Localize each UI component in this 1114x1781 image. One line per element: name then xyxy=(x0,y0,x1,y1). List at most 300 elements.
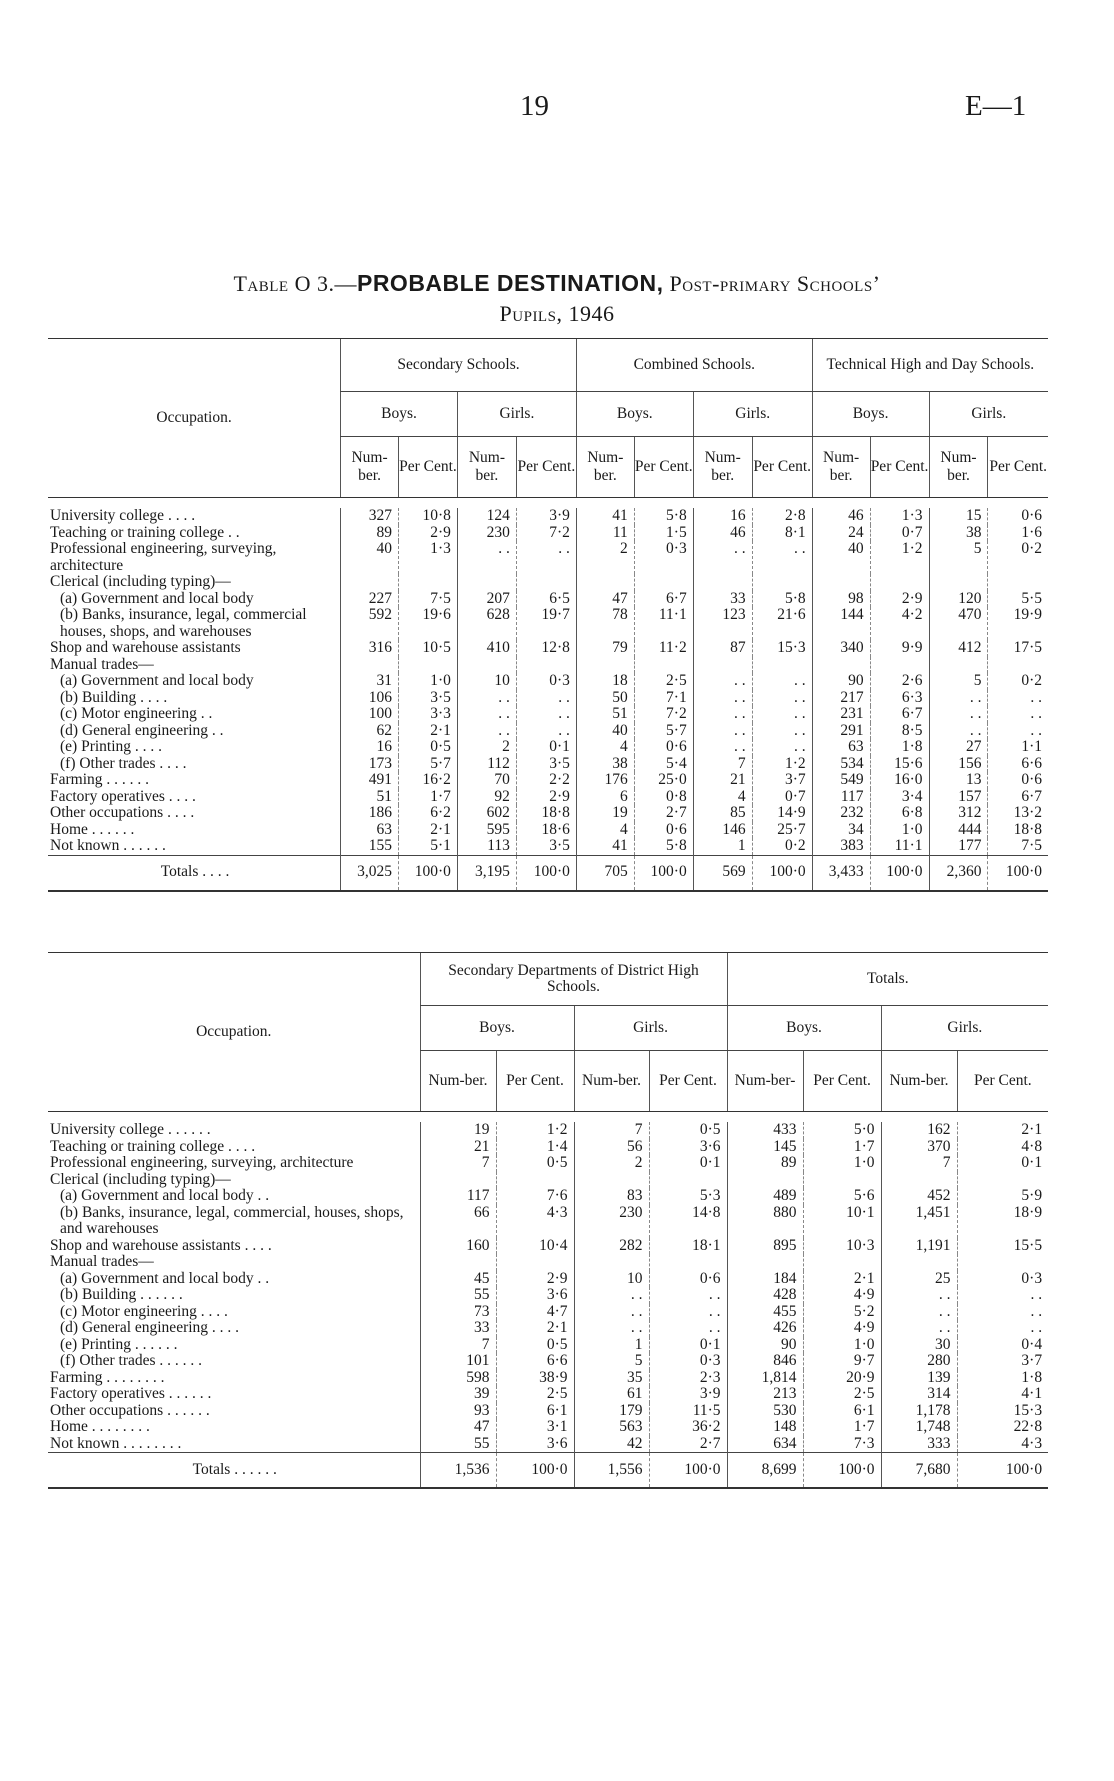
boys-header: Boys. xyxy=(727,1006,881,1051)
percent-cell: 19·9 xyxy=(988,607,1048,640)
percent-cell: 2·9 xyxy=(496,1271,574,1288)
number-cell: 21 xyxy=(693,772,752,789)
percent-cell: 1·1 xyxy=(988,739,1048,756)
table-row xyxy=(48,1155,1048,1172)
table-row xyxy=(48,541,1048,574)
number-cell: 184 xyxy=(727,1271,803,1288)
percent-cell: 3·7 xyxy=(752,772,812,789)
percent-cell: 12·8 xyxy=(516,640,576,657)
number-cell: 444 xyxy=(929,822,988,839)
percent-header: Per Cent. xyxy=(496,1051,574,1112)
percent-cell: . . xyxy=(752,723,812,740)
percent-cell: 7·5 xyxy=(988,838,1048,855)
total-number-cell: 1,556 xyxy=(574,1453,649,1489)
percent-cell: 5·4 xyxy=(634,756,693,773)
percent-cell: 5·7 xyxy=(399,756,458,773)
number-cell: . . xyxy=(693,739,752,756)
number-cell: 83 xyxy=(574,1188,649,1205)
percent-cell: 3·9 xyxy=(649,1386,727,1403)
number-cell: 1 xyxy=(693,838,752,855)
percent-cell: 25·7 xyxy=(752,822,812,839)
number-cell: 30 xyxy=(881,1337,957,1354)
percent-cell: 2·2 xyxy=(516,772,576,789)
number-cell: . . xyxy=(693,723,752,740)
number-cell: 79 xyxy=(576,640,634,657)
percent-header: Per Cent. xyxy=(649,1051,727,1112)
percent-cell: 16·2 xyxy=(399,772,458,789)
row-label: (c) Motor engineering . . . . xyxy=(60,1302,228,1320)
percent-cell: 15·5 xyxy=(957,1238,1048,1255)
number-cell xyxy=(420,1254,496,1271)
number-cell: 410 xyxy=(457,640,516,657)
percent-cell: 6·5 xyxy=(516,591,576,608)
percent-cell: 36·2 xyxy=(649,1419,727,1436)
number-cell: 89 xyxy=(341,525,399,542)
percent-cell: 3·1 xyxy=(496,1419,574,1436)
number-cell: 38 xyxy=(576,756,634,773)
table-row xyxy=(48,1122,1048,1139)
number-header: Num-ber. xyxy=(929,437,988,498)
number-cell: 19 xyxy=(576,805,634,822)
number-header: Num-ber. xyxy=(574,1051,649,1112)
percent-cell xyxy=(870,657,929,674)
number-cell xyxy=(576,574,634,591)
percent-cell: 3·6 xyxy=(649,1139,727,1156)
table-title xyxy=(0,268,1114,329)
percent-cell xyxy=(957,1172,1048,1189)
number-cell: 55 xyxy=(420,1436,496,1453)
group-header: Secondary Schools. xyxy=(341,339,577,392)
row-label: Not known . . . . . . xyxy=(50,837,166,854)
percent-cell: 4·7 xyxy=(496,1304,574,1321)
number-cell xyxy=(929,574,988,591)
percent-header: Per Cent. xyxy=(634,437,693,498)
percent-header: Per Cent. xyxy=(870,437,929,498)
percent-cell: 2·1 xyxy=(803,1271,881,1288)
number-cell: 433 xyxy=(727,1122,803,1139)
table-row xyxy=(48,640,1048,657)
number-cell: 592 xyxy=(341,607,399,640)
title-prefix: Table O 3.— xyxy=(233,271,357,296)
percent-cell xyxy=(649,1172,727,1189)
page-reference: E—1 xyxy=(965,90,1027,122)
table-row xyxy=(48,789,1048,806)
number-cell: 41 xyxy=(576,508,634,525)
number-cell: . . xyxy=(881,1320,957,1337)
number-cell: . . xyxy=(929,690,988,707)
row-label: Professional engineering, surveying, architecture xyxy=(50,540,277,574)
number-cell: 33 xyxy=(420,1320,496,1337)
number-cell: 595 xyxy=(457,822,516,839)
percent-header: Per Cent. xyxy=(516,437,576,498)
number-header: Num-ber. xyxy=(341,437,399,498)
number-cell: 45 xyxy=(420,1271,496,1288)
number-cell: 10 xyxy=(574,1271,649,1288)
row-label: (b) Banks, insurance, legal, commercial houses, shops, and warehouses xyxy=(60,606,307,640)
title-rest: Post-primary Schools’ xyxy=(663,271,881,296)
table-row xyxy=(48,1172,1048,1189)
number-cell: 63 xyxy=(812,739,870,756)
percent-cell: 7·3 xyxy=(803,1436,881,1453)
percent-cell: . . xyxy=(752,541,812,574)
number-cell: 160 xyxy=(420,1238,496,1255)
total-number-cell: 3,433 xyxy=(812,855,870,891)
number-cell xyxy=(576,657,634,674)
percent-cell: 0·7 xyxy=(870,525,929,542)
table-row xyxy=(48,508,1048,525)
destination-table-2 xyxy=(48,952,1048,1489)
table-row xyxy=(48,805,1048,822)
percent-cell: 5·0 xyxy=(803,1122,881,1139)
number-cell: 47 xyxy=(576,591,634,608)
percent-cell: 1·0 xyxy=(399,673,458,690)
percent-cell xyxy=(634,574,693,591)
number-cell: 470 xyxy=(929,607,988,640)
percent-cell: 2·7 xyxy=(649,1436,727,1453)
percent-cell xyxy=(496,1254,574,1271)
row-label: Clerical (including typing)— xyxy=(50,573,231,590)
percent-cell: 6·2 xyxy=(399,805,458,822)
percent-header: Per Cent. xyxy=(957,1051,1048,1112)
number-cell: 7 xyxy=(693,756,752,773)
number-cell: 106 xyxy=(341,690,399,707)
percent-cell: 0·3 xyxy=(516,673,576,690)
row-label: Farming . . . . . . . . xyxy=(50,1368,165,1386)
boys-header: Boys. xyxy=(812,392,929,437)
percent-cell: 0·3 xyxy=(957,1271,1048,1288)
percent-cell: 1·8 xyxy=(870,739,929,756)
number-cell: 7 xyxy=(881,1155,957,1172)
number-cell: 113 xyxy=(457,838,516,855)
number-cell: 291 xyxy=(812,723,870,740)
percent-cell xyxy=(803,1172,881,1189)
table-row xyxy=(48,1436,1048,1453)
row-label: (e) Printing . . . . xyxy=(60,738,163,755)
percent-cell: 18·6 xyxy=(516,822,576,839)
number-cell: 1,451 xyxy=(881,1205,957,1238)
number-cell: 207 xyxy=(457,591,516,608)
percent-cell: 3·7 xyxy=(957,1353,1048,1370)
total-number-cell: 3,025 xyxy=(341,855,399,891)
number-cell: 340 xyxy=(812,640,870,657)
number-cell: 61 xyxy=(574,1386,649,1403)
number-cell: 21 xyxy=(420,1139,496,1156)
table-row xyxy=(48,1419,1048,1436)
percent-cell xyxy=(634,657,693,674)
percent-cell: 10·5 xyxy=(399,640,458,657)
row-label: Teaching or training college . . . . xyxy=(50,1137,256,1155)
number-cell: 39 xyxy=(420,1386,496,1403)
percent-cell: 0·5 xyxy=(496,1337,574,1354)
table-row xyxy=(48,657,1048,674)
number-cell: 87 xyxy=(693,640,752,657)
title-line2: Pupils, 1946 xyxy=(499,301,615,326)
number-cell: 1 xyxy=(574,1337,649,1354)
totals-row xyxy=(48,1453,1048,1489)
total-number-cell: 569 xyxy=(693,855,752,891)
row-label: (a) Government and local body . . xyxy=(60,1187,270,1204)
number-cell xyxy=(574,1254,649,1271)
percent-cell: 0·2 xyxy=(752,838,812,855)
number-cell: 73 xyxy=(420,1304,496,1321)
number-cell: 31 xyxy=(341,673,399,690)
percent-cell: 22·8 xyxy=(957,1419,1048,1436)
row-label: University college . . . . . . xyxy=(50,1121,211,1138)
percent-cell: 15·3 xyxy=(957,1403,1048,1420)
number-cell: 1,191 xyxy=(881,1238,957,1255)
number-cell: 50 xyxy=(576,690,634,707)
table-row xyxy=(48,574,1048,591)
number-cell: . . xyxy=(574,1320,649,1337)
percent-cell: 20·9 xyxy=(803,1370,881,1387)
number-cell: 232 xyxy=(812,805,870,822)
number-cell: 13 xyxy=(929,772,988,789)
number-cell: . . xyxy=(457,690,516,707)
percent-cell: . . xyxy=(752,673,812,690)
number-cell: 880 xyxy=(727,1205,803,1238)
number-header: Num-ber. xyxy=(576,437,634,498)
total-number-cell: 705 xyxy=(576,855,634,891)
table-row xyxy=(48,1353,1048,1370)
title-bold: PROBABLE DESTINATION, xyxy=(356,270,664,296)
row-label: (b) Building . . . . . . xyxy=(60,1286,183,1303)
number-cell: 18 xyxy=(576,673,634,690)
percent-cell: 18·1 xyxy=(649,1238,727,1255)
percent-cell: 6·7 xyxy=(870,706,929,723)
row-label: Factory operatives . . . . xyxy=(50,787,196,805)
row-label: Teaching or training college . . xyxy=(50,523,240,541)
table-row xyxy=(48,607,1048,640)
percent-cell: 10·8 xyxy=(399,508,458,525)
table-row xyxy=(48,1386,1048,1403)
percent-cell: 2·9 xyxy=(399,525,458,542)
percent-cell: 6·7 xyxy=(634,591,693,608)
table-row xyxy=(48,1320,1048,1337)
number-cell: 455 xyxy=(727,1304,803,1321)
total-number-cell: 7,680 xyxy=(881,1453,957,1489)
percent-cell xyxy=(957,1254,1048,1271)
percent-cell: 1·8 xyxy=(957,1370,1048,1387)
table-row xyxy=(48,739,1048,756)
number-cell xyxy=(693,574,752,591)
number-cell: . . xyxy=(457,723,516,740)
percent-cell xyxy=(516,657,576,674)
table-row xyxy=(48,690,1048,707)
percent-cell: . . xyxy=(649,1287,727,1304)
total-percent-cell: 100·0 xyxy=(399,855,458,891)
number-cell: 117 xyxy=(420,1188,496,1205)
percent-cell xyxy=(988,657,1048,674)
percent-cell: . . xyxy=(988,706,1048,723)
number-cell: 117 xyxy=(812,789,870,806)
percent-cell: 2·1 xyxy=(496,1320,574,1337)
number-cell xyxy=(881,1172,957,1189)
number-cell: 7 xyxy=(420,1155,496,1172)
number-cell: 15 xyxy=(929,508,988,525)
number-cell: 370 xyxy=(881,1139,957,1156)
number-cell: 123 xyxy=(693,607,752,640)
percent-cell: 0·4 xyxy=(957,1337,1048,1354)
number-cell: 16 xyxy=(341,739,399,756)
percent-cell: 0·3 xyxy=(634,541,693,574)
percent-cell xyxy=(870,574,929,591)
percent-cell: 5·5 xyxy=(988,591,1048,608)
number-cell: 314 xyxy=(881,1386,957,1403)
percent-cell: 1·7 xyxy=(803,1139,881,1156)
row-label: Manual trades— xyxy=(50,1253,154,1270)
percent-cell: 0·6 xyxy=(634,739,693,756)
percent-cell: 5·8 xyxy=(634,508,693,525)
percent-cell xyxy=(752,657,812,674)
percent-cell: 2·8 xyxy=(752,508,812,525)
number-cell: 90 xyxy=(812,673,870,690)
number-cell: 316 xyxy=(341,640,399,657)
percent-cell: 2·1 xyxy=(957,1122,1048,1139)
number-cell: 145 xyxy=(727,1139,803,1156)
group-header: Totals. xyxy=(727,953,1048,1006)
percent-cell: 7·2 xyxy=(516,525,576,542)
table-row xyxy=(48,706,1048,723)
percent-cell: 3·5 xyxy=(516,838,576,855)
number-cell: 282 xyxy=(574,1238,649,1255)
number-cell: 46 xyxy=(693,525,752,542)
percent-cell: 1·4 xyxy=(496,1139,574,1156)
percent-cell: 3·5 xyxy=(399,690,458,707)
percent-cell: 8·5 xyxy=(870,723,929,740)
number-cell xyxy=(693,657,752,674)
number-header: Num-ber. xyxy=(420,1051,496,1112)
group-header: Combined Schools. xyxy=(576,339,812,392)
percent-cell: 0·1 xyxy=(957,1155,1048,1172)
table-row xyxy=(48,525,1048,542)
percent-cell: 38·9 xyxy=(496,1370,574,1387)
number-cell: 89 xyxy=(727,1155,803,1172)
row-label: (f) Other trades . . . . . . xyxy=(60,1352,203,1369)
percent-cell xyxy=(496,1172,574,1189)
percent-cell: 0·6 xyxy=(634,822,693,839)
percent-cell: 9·7 xyxy=(803,1353,881,1370)
number-cell: 628 xyxy=(457,607,516,640)
number-cell: 602 xyxy=(457,805,516,822)
percent-cell: 4·8 xyxy=(957,1139,1048,1156)
total-percent-cell: 100·0 xyxy=(649,1453,727,1489)
percent-cell: 0·5 xyxy=(649,1122,727,1139)
percent-cell: 11·5 xyxy=(649,1403,727,1420)
number-cell: 19 xyxy=(420,1122,496,1139)
percent-cell: 1·0 xyxy=(803,1337,881,1354)
number-cell: 1,748 xyxy=(881,1419,957,1436)
number-cell: 62 xyxy=(341,723,399,740)
row-label: (b) Banks, insurance, legal, commercial, houses, shops, and warehouses xyxy=(60,1203,404,1237)
table-row xyxy=(48,1238,1048,1255)
percent-header: Per Cent. xyxy=(752,437,812,498)
number-cell: 186 xyxy=(341,805,399,822)
percent-cell: . . xyxy=(649,1304,727,1321)
percent-header: Per Cent. xyxy=(803,1051,881,1112)
percent-cell: 1·6 xyxy=(988,525,1048,542)
table-row xyxy=(48,1139,1048,1156)
percent-cell: 1·5 xyxy=(634,525,693,542)
percent-cell: 15·6 xyxy=(870,756,929,773)
row-label: University college . . . . xyxy=(50,507,196,524)
percent-cell: 17·5 xyxy=(988,640,1048,657)
percent-cell: 0·6 xyxy=(988,772,1048,789)
number-cell xyxy=(420,1172,496,1189)
number-cell: . . xyxy=(693,706,752,723)
number-cell: 231 xyxy=(812,706,870,723)
number-cell: 40 xyxy=(341,541,399,574)
number-cell: 491 xyxy=(341,772,399,789)
total-percent-cell: 100·0 xyxy=(870,855,929,891)
percent-cell: 11·1 xyxy=(870,838,929,855)
percent-cell: 5·3 xyxy=(649,1188,727,1205)
percent-cell: 14·8 xyxy=(649,1205,727,1238)
number-cell: 27 xyxy=(929,739,988,756)
percent-cell xyxy=(516,574,576,591)
row-label: Other occupations . . . . . . xyxy=(50,1401,210,1419)
page-number: 19 xyxy=(520,90,549,122)
percent-cell: 0·2 xyxy=(988,673,1048,690)
number-cell: 333 xyxy=(881,1436,957,1453)
number-cell: 92 xyxy=(457,789,516,806)
number-cell: 55 xyxy=(420,1287,496,1304)
number-cell: . . xyxy=(574,1304,649,1321)
number-cell: 93 xyxy=(420,1403,496,1420)
row-label: (e) Printing . . . . . . xyxy=(60,1335,178,1353)
number-cell: 4 xyxy=(576,739,634,756)
percent-cell: . . xyxy=(957,1287,1048,1304)
number-cell: 112 xyxy=(457,756,516,773)
percent-cell: 4·1 xyxy=(957,1386,1048,1403)
percent-cell: 6·6 xyxy=(496,1353,574,1370)
row-label: (b) Building . . . . xyxy=(60,688,168,706)
number-cell: 5 xyxy=(929,541,988,574)
number-cell: 426 xyxy=(727,1320,803,1337)
row-label: Clerical (including typing)— xyxy=(50,1170,231,1188)
number-cell xyxy=(812,574,870,591)
totals-label: Totals . . . . . . xyxy=(48,1453,420,1489)
percent-cell: 10·4 xyxy=(496,1238,574,1255)
table-row xyxy=(48,591,1048,608)
percent-cell: . . xyxy=(516,723,576,740)
number-cell: 280 xyxy=(881,1353,957,1370)
number-cell: 63 xyxy=(341,822,399,839)
row-label: (a) Government and local body . . xyxy=(60,1269,270,1287)
number-cell: 10 xyxy=(457,673,516,690)
number-cell: 549 xyxy=(812,772,870,789)
number-cell: 4 xyxy=(693,789,752,806)
total-number-cell: 3,195 xyxy=(457,855,516,891)
number-header: Num-ber. xyxy=(457,437,516,498)
number-cell: 428 xyxy=(727,1287,803,1304)
percent-cell xyxy=(752,574,812,591)
number-cell: 5 xyxy=(574,1353,649,1370)
percent-cell: 2·1 xyxy=(399,822,458,839)
percent-cell: 1·2 xyxy=(496,1122,574,1139)
number-cell: . . xyxy=(457,706,516,723)
percent-cell: 5·8 xyxy=(634,838,693,855)
percent-cell: 10·1 xyxy=(803,1205,881,1238)
percent-cell: 0·2 xyxy=(988,541,1048,574)
number-cell: 155 xyxy=(341,838,399,855)
percent-cell: 0·5 xyxy=(399,739,458,756)
number-cell: 5 xyxy=(929,673,988,690)
percent-cell: 7·5 xyxy=(399,591,458,608)
percent-cell: 2·5 xyxy=(634,673,693,690)
number-cell: 85 xyxy=(693,805,752,822)
number-cell: 157 xyxy=(929,789,988,806)
girls-header: Girls. xyxy=(457,392,576,437)
